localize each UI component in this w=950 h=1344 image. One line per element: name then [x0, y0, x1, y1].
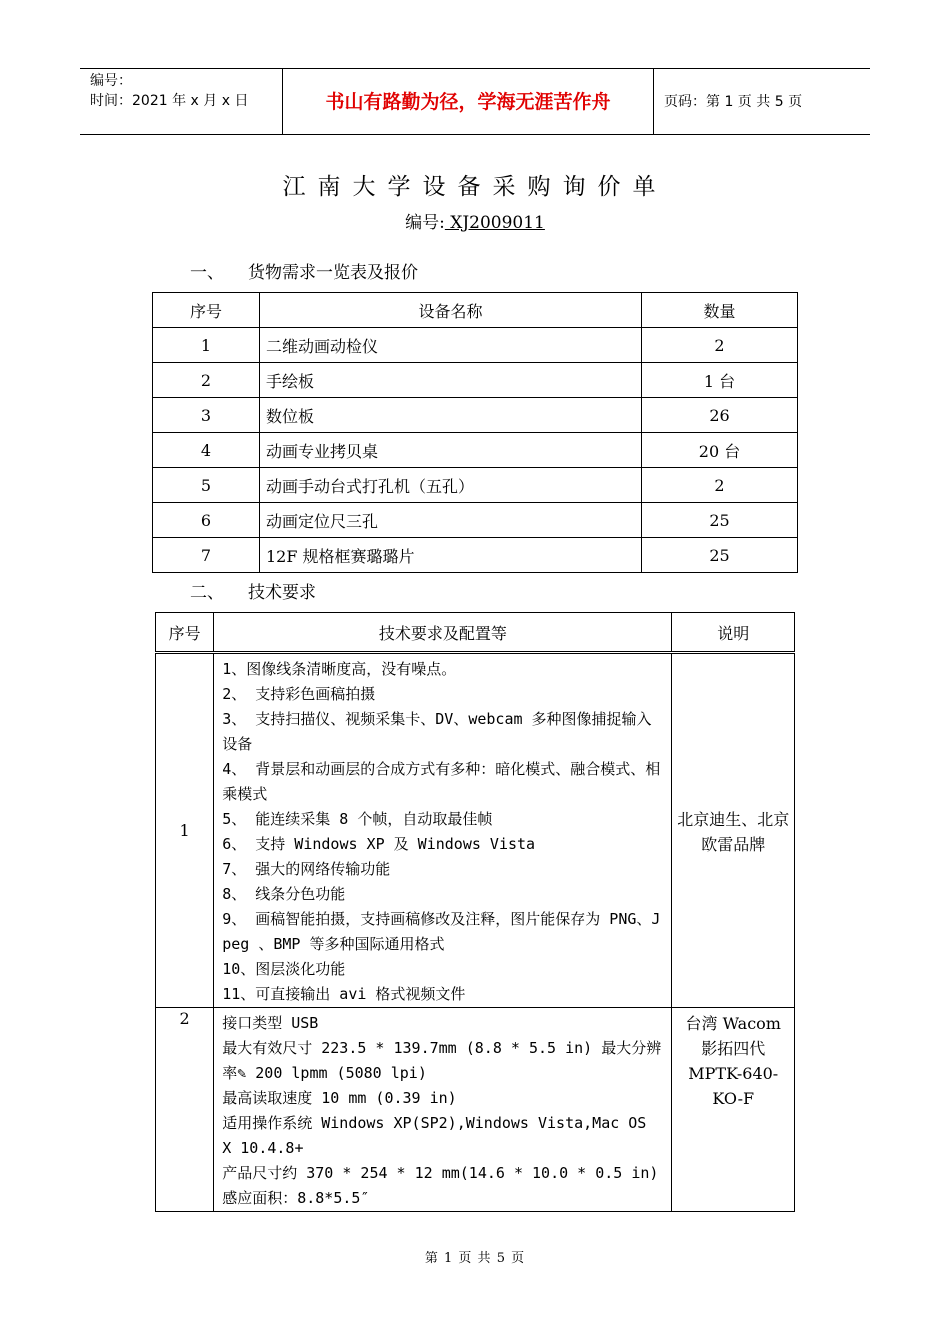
cell-requirements: [214, 653, 672, 1008]
requirement-line: 7、 强大的网络传输功能: [222, 860, 391, 878]
cell-no: 2: [156, 1008, 214, 1212]
cell-note: 北京迪生、北京欧雷品牌: [672, 653, 795, 1008]
table-row: [153, 363, 798, 398]
cell-name: 数位板: [260, 398, 642, 433]
section-1-number: 一、: [190, 263, 224, 283]
cell-qty: 26: [642, 398, 798, 433]
cell-no: 5: [153, 468, 260, 503]
page-header: [80, 68, 870, 135]
header-cell: 技术要求及配置等: [214, 613, 672, 653]
cell-name: 12F 规格框赛璐璐片: [260, 538, 642, 573]
cell-name: 手绘板: [260, 363, 642, 398]
cell-qty: 25: [642, 538, 798, 573]
requirement-line: 3、 支持扫描仪、视频采集卡、DV、webcam 多种图像捕捉输入设备: [222, 710, 652, 753]
table-row: [153, 398, 798, 433]
header-cell: 数量: [642, 293, 798, 328]
section-2-title: 技术要求: [248, 583, 316, 603]
requirement-line: 最大有效尺寸 223.5 * 139.7mm (8.8 * 5.5 in) 最大分辨率✎ 200 lpmm (5080 lpi): [222, 1039, 662, 1082]
cell-note: 台湾 Wacom 影拓四代 MPTK-640-KO-F: [672, 1008, 795, 1212]
cell-no: 3: [153, 398, 260, 433]
header-cell: 序号: [156, 613, 214, 653]
time-label: 时间：2021 年 x 月 x 日: [90, 93, 249, 109]
requirement-line: 8、 线条分色功能: [222, 885, 346, 903]
goods-table: [152, 292, 798, 573]
cell-no: 1: [156, 653, 214, 1008]
document-title: 江南大学设备采购询价单: [282, 174, 668, 200]
table-row: [156, 653, 795, 1008]
cell-no: 4: [153, 433, 260, 468]
header-cell: 说明: [672, 613, 795, 653]
header-motto: 书山有路勤为径，学海无涯苦作舟: [282, 69, 654, 134]
requirement-line: 11、可直接输出 avi 格式视频文件: [222, 985, 466, 1003]
cell-name: 二维动画动检仪: [260, 328, 642, 363]
requirement-line: 2、 支持彩色画稿拍摄: [222, 685, 376, 703]
cell-name: 动画专业拷贝桌: [260, 433, 642, 468]
cell-no: 2: [153, 363, 260, 398]
header-cell: 序号: [153, 293, 260, 328]
cell-requirements: [214, 1008, 672, 1212]
table-row: [156, 1008, 795, 1212]
table-row: [153, 503, 798, 538]
cell-qty: 1 台: [642, 363, 798, 398]
requirement-line: 感应面积：8.8*5.5″: [222, 1189, 370, 1207]
table-header-row: [156, 613, 795, 653]
requirement-line: 适用操作系统 Windows XP(SP2),Windows Vista,Mac OS X 10.4.8+: [222, 1114, 647, 1157]
cell-name: 动画定位尺三孔: [260, 503, 642, 538]
requirement-line: 9、 画稿智能拍摄，支持画稿修改及注释，图片能保存为 PNG、Jpeg 、BMP 等多种国际通用格式: [222, 910, 661, 953]
cell-name: 动画手动台式打孔机（五孔）: [260, 468, 642, 503]
requirement-line: 5、 能连续采集 8 个帧，自动取最佳帧: [222, 810, 493, 828]
requirement-line: 6、 支持 Windows XP 及 Windows Vista: [222, 835, 536, 853]
section-2-number: 二、: [190, 583, 224, 603]
cell-qty: 25: [642, 503, 798, 538]
requirement-line: 4、 背景层和动画层的合成方式有多种：暗化模式、融合模式、相乘模式: [222, 760, 661, 803]
header-page-label: 页码：第 1 页 共 5 页: [664, 94, 803, 110]
cell-no: 1: [153, 328, 260, 363]
table-row: [153, 433, 798, 468]
tech-requirements-table: [155, 612, 795, 1212]
doc-number-label: 编号:: [405, 213, 445, 233]
section-2-heading: [190, 578, 316, 603]
requirement-line: 产品尺寸约 370 * 254 * 12 mm(14.6 * 10.0 * 0.5 in): [222, 1164, 659, 1182]
table-row: [153, 468, 798, 503]
number-label: 编号：: [90, 73, 132, 89]
requirement-line: 接口类型 USB: [222, 1014, 319, 1032]
doc-number-value: XJ2009011: [444, 213, 545, 233]
table-row: [153, 538, 798, 573]
header-left: [80, 69, 282, 134]
section-1-title: 货物需求一览表及报价: [248, 263, 418, 283]
requirement-line: 最高读取速度 10 mm (0.39 in): [222, 1089, 457, 1107]
page-footer: 第 1 页 共 5 页: [424, 1251, 526, 1266]
document-number: [0, 208, 950, 233]
table-header-row: [153, 293, 798, 328]
cell-no: 7: [153, 538, 260, 573]
requirement-line: 1、图像线条清晰度高，没有噪点。: [222, 660, 457, 678]
cell-qty: 20 台: [642, 433, 798, 468]
table-row: [153, 328, 798, 363]
requirement-line: 10、图层淡化功能: [222, 960, 346, 978]
cell-no: 6: [153, 503, 260, 538]
section-1-heading: [190, 258, 418, 283]
cell-qty: 2: [642, 468, 798, 503]
cell-qty: 2: [642, 328, 798, 363]
header-cell: 设备名称: [260, 293, 642, 328]
